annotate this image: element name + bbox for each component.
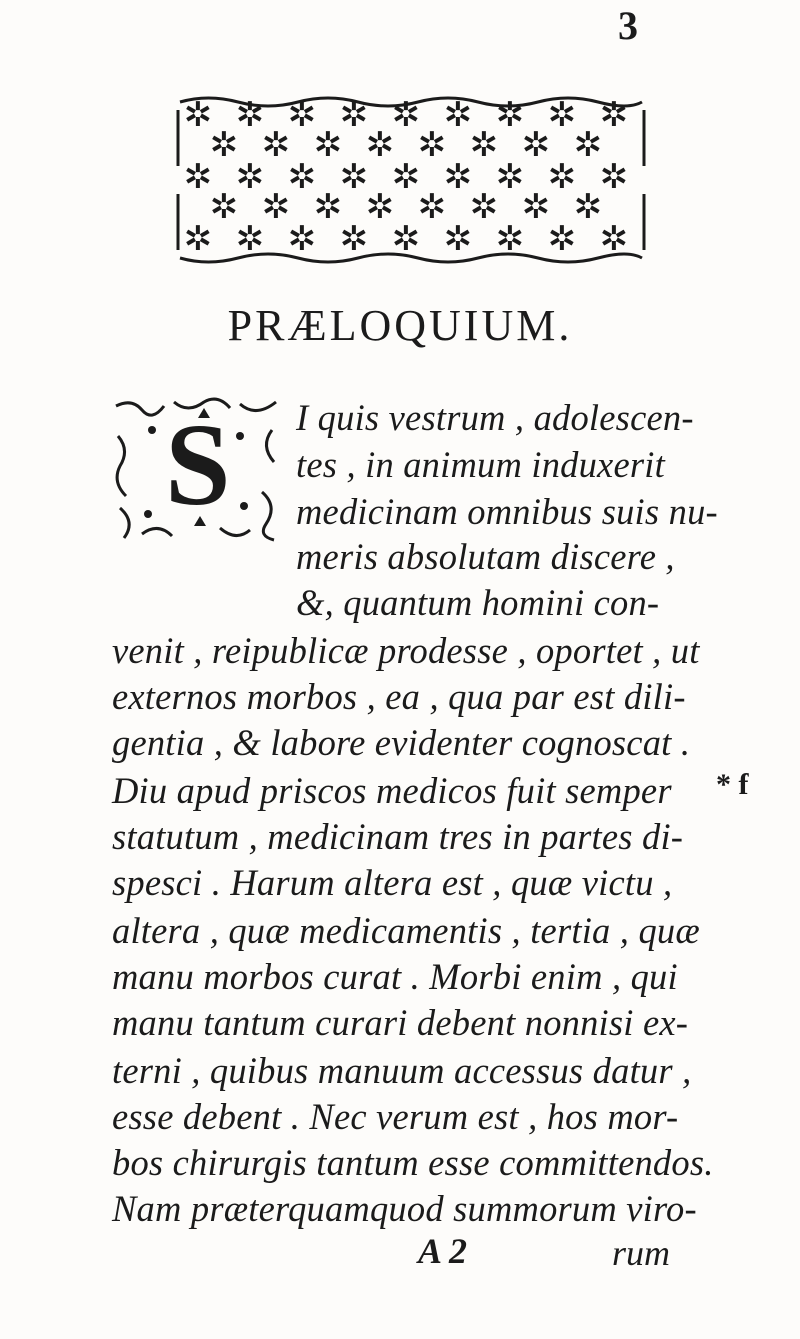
- svg-text:✲: ✲: [183, 219, 213, 259]
- svg-text:✲: ✲: [391, 219, 421, 259]
- svg-text:✲: ✲: [573, 187, 603, 227]
- svg-text:✲: ✲: [287, 95, 317, 135]
- text-line: I quis vestrum , adolescen-: [296, 397, 694, 438]
- svg-text:✲: ✲: [339, 157, 369, 197]
- svg-text:✲: ✲: [391, 157, 421, 197]
- page-title: PRÆLOQUIUM.: [227, 301, 573, 350]
- text-line: esse debent . Nec verum est , hos mor-: [112, 1096, 679, 1137]
- text-line: spesci . Harum altera est , quæ victu ,: [112, 862, 673, 903]
- svg-text:✲: ✲: [339, 95, 369, 135]
- svg-text:✲: ✲: [391, 95, 421, 135]
- text-line: bos chirurgis tantum esse committendos.: [112, 1142, 714, 1183]
- drop-cap: S: [165, 399, 231, 530]
- svg-text:✲: ✲: [183, 95, 213, 135]
- svg-text:✲: ✲: [599, 95, 629, 135]
- svg-text:✲: ✲: [469, 125, 499, 165]
- text-line: venit , reipublicæ prodesse , oportet , ut: [112, 630, 700, 671]
- svg-text:✲: ✲: [443, 157, 473, 197]
- svg-text:✲: ✲: [495, 157, 525, 197]
- svg-text:✲: ✲: [313, 125, 343, 165]
- svg-text:✲: ✲: [547, 95, 577, 135]
- page-number: 3: [618, 3, 638, 48]
- text-line: meris absolutam discere ,: [296, 536, 675, 577]
- svg-text:✲: ✲: [339, 219, 369, 259]
- text-line: &, quantum homini con-: [296, 582, 660, 623]
- svg-text:✲: ✲: [599, 219, 629, 259]
- svg-text:✲: ✲: [573, 125, 603, 165]
- svg-text:✲: ✲: [521, 125, 551, 165]
- margin-mark: * f: [716, 768, 749, 801]
- svg-text:✲: ✲: [599, 157, 629, 197]
- svg-text:✲: ✲: [547, 219, 577, 259]
- svg-text:✲: ✲: [365, 125, 395, 165]
- text-line: terni , quibus manuum accessus datur ,: [112, 1050, 692, 1091]
- text-line: manu tantum curari debent nonnisi ex-: [112, 1002, 689, 1043]
- svg-text:✲: ✲: [313, 187, 343, 227]
- signature-mark: A 2: [418, 1231, 468, 1271]
- svg-text:✲: ✲: [287, 219, 317, 259]
- svg-text:✲: ✲: [495, 219, 525, 259]
- svg-text:✲: ✲: [469, 187, 499, 227]
- text-line: medicinam omnibus suis nu-: [296, 491, 718, 532]
- catchword: rum: [612, 1233, 671, 1273]
- svg-text:✲: ✲: [261, 125, 291, 165]
- svg-text:✲: ✲: [235, 95, 265, 135]
- svg-text:✲: ✲: [417, 125, 447, 165]
- text-line: manu morbos curat . Morbi enim , qui: [112, 956, 678, 997]
- text-line: externos morbos , ea , qua par est dili-: [112, 676, 686, 717]
- svg-text:✲: ✲: [547, 157, 577, 197]
- svg-text:✲: ✲: [443, 95, 473, 135]
- svg-text:✲: ✲: [443, 219, 473, 259]
- svg-text:✲: ✲: [417, 187, 447, 227]
- text-line: Nam præterquamquod summorum viro-: [112, 1188, 697, 1229]
- text-line: tes , in animum induxerit: [296, 444, 665, 485]
- decorative-headpiece: [168, 90, 654, 270]
- svg-text:✲: ✲: [209, 187, 239, 227]
- svg-text:✲: ✲: [495, 95, 525, 135]
- text-line: Diu apud priscos medicos fuit semper: [112, 770, 672, 811]
- svg-text:✲: ✲: [521, 187, 551, 227]
- svg-text:✲: ✲: [261, 187, 291, 227]
- text-line: statutum , medicinam tres in partes di-: [112, 816, 684, 857]
- svg-text:✲: ✲: [183, 157, 213, 197]
- svg-text:✲: ✲: [235, 157, 265, 197]
- text-line: gentia , & labore evidenter cognoscat .: [112, 722, 691, 763]
- text-line: altera , quæ medicamentis , tertia , quæ: [112, 910, 700, 951]
- svg-text:✲: ✲: [365, 187, 395, 227]
- svg-text:✲: ✲: [209, 125, 239, 165]
- svg-text:✲: ✲: [287, 157, 317, 197]
- svg-text:✲: ✲: [235, 219, 265, 259]
